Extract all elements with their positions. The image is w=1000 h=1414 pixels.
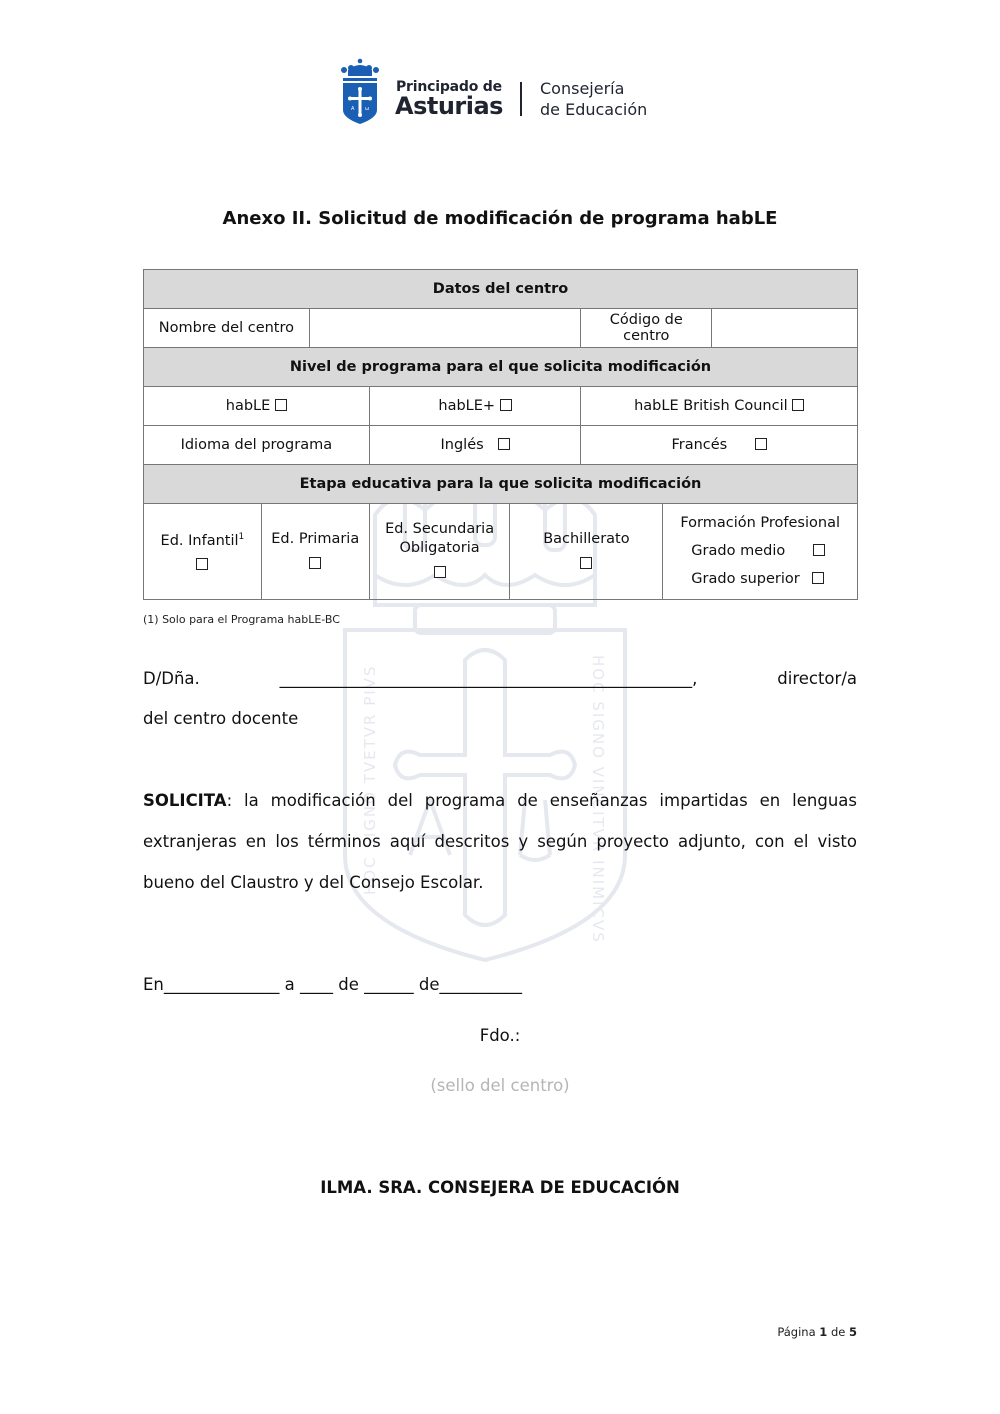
document-title: Anexo II. Solicitud de modificación de programa habLE (222, 208, 778, 229)
ddna-suffix: director/a (777, 669, 857, 688)
addressee: ILMA. SRA. CONSEJERA DE EDUCACIÓN (320, 1178, 680, 1197)
stage-label: Ed. Secundaria Obligatoria (385, 521, 495, 556)
program-label: habLE British Council (634, 398, 788, 414)
watermark-text-right: HOC SIGNO VINCITVR INIMICVS (589, 655, 607, 944)
logo-department-line2: de Educación (540, 100, 648, 119)
place-date-line[interactable]: En______________ a ____ de ______ de__________ (143, 975, 522, 994)
fp-option-grado-superior[interactable] (669, 570, 851, 589)
program-option-hable-british-council[interactable] (581, 387, 858, 426)
solicita-line3: bueno del Claustro y del Consejo Escolar. (143, 873, 484, 892)
header-logo (340, 58, 670, 126)
application-form-table (143, 269, 858, 600)
checkbox[interactable] (196, 558, 208, 570)
centro-docente-line: del centro docente (143, 709, 299, 728)
logo-org-line1: Principado de (396, 79, 502, 95)
program-option-hable-plus[interactable] (369, 387, 581, 426)
svg-text:A: A (351, 106, 355, 112)
stage-label: Ed. Infantil (160, 532, 239, 549)
stage-option-formacion-profesional (663, 504, 858, 600)
nombre-centro-field[interactable] (309, 309, 581, 348)
page-prefix: Página (777, 1325, 816, 1339)
footnote-ref: 1 (238, 531, 245, 542)
stage-label: Bachillerato (543, 530, 630, 547)
solicita-line2: extranjeras en los términos aquí descritos y según proyecto adjunto, con el visto (143, 832, 857, 851)
signature-label: Fdo.: (479, 1026, 521, 1045)
nombre-centro-label: Nombre del centro (144, 309, 310, 348)
solicita-line1 (143, 791, 857, 810)
logo-department-line1: Consejería (540, 79, 625, 98)
watermark-text-left: HOC SIGNO TVETVR PIVS (361, 664, 379, 895)
checkbox[interactable] (500, 399, 512, 411)
svg-text:ω: ω (365, 106, 370, 112)
page-number (760, 1325, 857, 1339)
stage-option-infantil[interactable] (144, 504, 262, 600)
footnote: (1) Solo para el Programa habLE-BC (143, 613, 340, 626)
language-option-frances[interactable] (581, 426, 858, 465)
fp-label: Formación Profesional (680, 515, 840, 531)
program-label: habLE+ (438, 398, 496, 414)
program-option-hable[interactable] (144, 387, 370, 426)
checkbox[interactable] (309, 557, 321, 569)
logo-org-line2: Asturias (395, 92, 503, 120)
stage-option-bachillerato[interactable] (510, 504, 663, 600)
ddna-prefix: D/Dña. (143, 669, 200, 688)
asturias-shield-crown-icon (340, 58, 380, 124)
program-label: habLE (225, 398, 271, 414)
director-line (143, 669, 857, 688)
fp-option-label: Grado medio (691, 543, 786, 559)
section-header-etapa-educativa: Etapa educativa para la que solicita modificación (144, 465, 858, 504)
fp-option-grado-medio[interactable] (669, 542, 851, 561)
page-total: 5 (848, 1325, 857, 1339)
checkbox[interactable] (434, 566, 446, 578)
codigo-centro-field[interactable] (712, 309, 858, 348)
page-of: de (830, 1325, 846, 1339)
codigo-centro-label: Código de centro (581, 309, 712, 348)
checkbox[interactable] (792, 399, 804, 411)
idioma-label: Idioma del programa (144, 426, 370, 465)
logo-separator (520, 82, 522, 116)
checkbox[interactable] (580, 557, 592, 569)
stage-option-primaria[interactable] (261, 504, 369, 600)
solicita-keyword: SOLICITA (143, 791, 227, 810)
checkbox[interactable] (755, 438, 767, 450)
language-option-ingles[interactable] (369, 426, 581, 465)
fp-option-label: Grado superior (691, 571, 800, 587)
director-name-blank[interactable]: __________________________________________________, (279, 669, 698, 688)
checkbox[interactable] (813, 544, 825, 556)
checkbox[interactable] (498, 438, 510, 450)
stage-label: Ed. Primaria (271, 530, 360, 547)
section-header-nivel-programa: Nivel de programa para el que solicita modificación (144, 348, 858, 387)
stamp-placeholder: (sello del centro) (430, 1076, 570, 1095)
stage-option-secundaria[interactable] (369, 504, 510, 600)
checkbox[interactable] (812, 572, 824, 584)
checkbox[interactable] (275, 399, 287, 411)
language-label: Inglés (440, 437, 484, 453)
language-label: Francés (671, 437, 728, 453)
section-header-datos-centro: Datos del centro (144, 270, 858, 309)
page-current: 1 (819, 1325, 828, 1339)
solicita-text1: : la modificación del programa de enseñanzas impartidas en lenguas (226, 791, 857, 810)
